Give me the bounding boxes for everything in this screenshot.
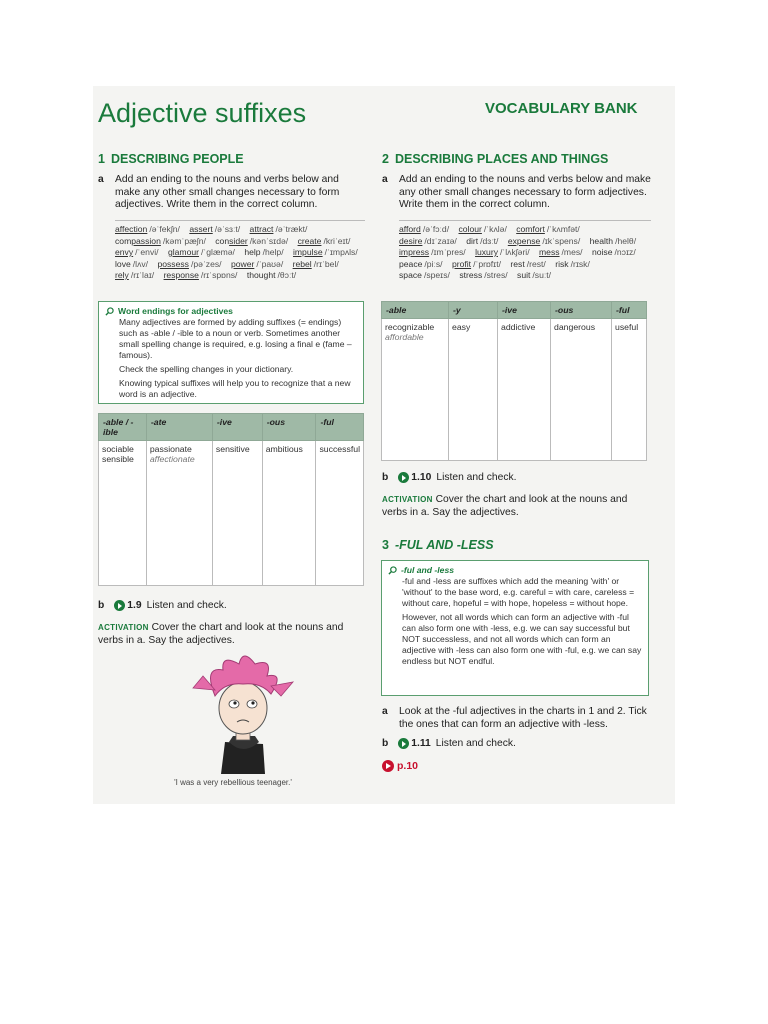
- word-entry: comfort /ˈkʌmfət/: [516, 224, 580, 234]
- word-entry: create /kriˈeɪt/: [297, 235, 351, 246]
- vocabulary-bank-label: VOCABULARY BANK: [485, 100, 638, 117]
- page-reference-link[interactable]: p.10: [382, 760, 418, 772]
- chart-header: -ous: [551, 302, 612, 319]
- chart-cell: easy: [449, 319, 498, 461]
- word-entry: rely /rɪˈlaɪ/: [115, 270, 155, 280]
- section2-instruction-a: a Add an ending to the nouns and verbs below and make any other small changes necessary to form adjectives. Write them in the correct column.: [382, 174, 651, 211]
- section3-listen-b: b 1.11 Listen and check.: [382, 738, 516, 749]
- chart-cell: ambitious: [262, 441, 316, 586]
- section1-word-list: [115, 220, 365, 282]
- section1-heading: 1 DESCRIBING PEOPLE: [98, 152, 244, 166]
- word-entry: mess /mes/: [539, 247, 583, 257]
- word-entry: possess /pəˈzes/: [157, 258, 222, 269]
- word-entry: glamour /ˈglæmə/: [167, 247, 235, 257]
- tip-paragraph: Many adjectives are formed by adding suffixes (= endings) such as -able / -ible to a noun or verb. Sometimes another small spelling change is required, e.g. losing a final e (fame – famous).: [119, 317, 352, 360]
- word-entry: rebel /rɪˈbel/: [292, 258, 339, 269]
- word-entry: colour /ˈkʌlə/: [458, 224, 507, 234]
- section2-suffix-chart: [381, 301, 647, 461]
- section1-activation: ACTIVATION Cover the chart and look at the nouns and verbs in a. Say the adjectives.: [98, 622, 344, 646]
- tip-paragraph: Check the spelling changes in your dictionary.: [119, 364, 294, 374]
- word-entry: consider /kənˈsɪdə/: [215, 235, 289, 246]
- tip-box-title: -ful and -less: [401, 565, 455, 575]
- word-endings-tip-box: [98, 301, 364, 404]
- section2-word-list: [399, 220, 651, 282]
- chart-cell: recognizable affordable: [382, 319, 449, 461]
- chart-cell: sensitive: [212, 441, 262, 586]
- chart-cell: sociable sensible: [99, 441, 147, 586]
- chart-header: -ful: [316, 414, 364, 441]
- word-entry: luxury /ˈlʌkʃəri/: [475, 247, 530, 257]
- word-entry: affection /əˈfekʃn/: [115, 224, 180, 234]
- word-entry: assert /əˈsɜːt/: [189, 224, 241, 234]
- word-entry: thought /θɔːt/: [246, 270, 297, 280]
- word-entry: help /help/: [244, 247, 284, 257]
- chart-cell: passionate affectionate: [146, 441, 212, 586]
- chart-header: -ful: [612, 302, 647, 319]
- chart-header: -ive: [212, 414, 262, 441]
- chart-cell: useful: [612, 319, 647, 461]
- word-entry: health /helθ/: [589, 235, 637, 246]
- audio-cd-icon[interactable]: [114, 600, 125, 611]
- section2-activation: ACTIVATION Cover the chart and look at the nouns and verbs in a. Say the adjectives.: [382, 494, 628, 518]
- word-entry: afford /əˈfɔːd/: [399, 224, 450, 234]
- audio-cd-icon[interactable]: [398, 472, 409, 483]
- vocabulary-page: [93, 86, 675, 804]
- word-entry: love /lʌv/: [115, 258, 149, 269]
- tip-box-title: Word endings for adjectives: [118, 306, 233, 316]
- word-entry: response /rɪˈspɒns/: [163, 270, 238, 280]
- chart-header: -ate: [146, 414, 212, 441]
- chart-cell: dangerous: [551, 319, 612, 461]
- word-entry: profit /ˈprɒfɪt/: [451, 258, 501, 269]
- word-entry: risk /rɪsk/: [555, 258, 590, 269]
- section3-heading: 3 -FUL AND -LESS: [382, 538, 494, 552]
- word-entry: expense /ɪkˈspens/: [507, 235, 581, 246]
- magnifier-icon: [105, 307, 114, 316]
- word-entry: dirt /dɜːt/: [466, 235, 499, 246]
- chart-cell: addictive: [498, 319, 551, 461]
- word-entry: rest /rest/: [510, 258, 546, 269]
- section2-heading: 2 DESCRIBING PLACES AND THINGS: [382, 152, 609, 166]
- word-entry: attract /əˈtrækt/: [249, 224, 308, 234]
- arrow-right-icon: [382, 760, 394, 772]
- tip-paragraph: Knowing typical suffixes will help you to recognize that a new word is an adjective.: [119, 378, 351, 399]
- word-entry: noise /nɔɪz/: [591, 247, 636, 257]
- section1-suffix-chart: [98, 413, 364, 586]
- chart-header: -able: [382, 302, 449, 319]
- magnifier-icon: [388, 566, 397, 575]
- rebellious-teenager-illustration: [163, 646, 303, 774]
- word-entry: envy /ˈenvi/: [115, 247, 159, 257]
- audio-cd-icon[interactable]: [398, 738, 409, 749]
- word-entry: stress /stres/: [459, 270, 508, 280]
- chart-header: -ive: [498, 302, 551, 319]
- chart-header: -y: [449, 302, 498, 319]
- word-entry: compassion /kəmˈpæʃn/: [115, 235, 206, 246]
- tip-paragraph: -ful and -less are suffixes which add the meaning 'with' or 'without' to the base word, e.g. careful = with care, careless = without care, hopeful = with hope, hopeless = without hope.: [402, 576, 635, 608]
- section2-listen-b: b 1.10 Listen and check.: [382, 472, 517, 483]
- section1-listen-b: b 1.9 Listen and check.: [98, 600, 227, 611]
- word-entry: power /ˈpaʊə/: [230, 258, 284, 269]
- section3-instruction-a: a Look at the -ful adjectives in the charts in 1 and 2. Tick the ones that can form an adjective with -less.: [382, 706, 647, 730]
- word-entry: impress /ɪmˈpres/: [399, 247, 466, 257]
- word-entry: peace /piːs/: [399, 258, 443, 269]
- tip-paragraph: However, not all words which can form an adjective with -ful can also form one with -less, e.g. we can say successful but NOT successless, and not all words which can form an adjective with -less can also form one with -ful, e.g. we can say endless but NOT endful.: [402, 612, 642, 666]
- word-entry: impulse /ˈɪmpʌls/: [292, 247, 358, 257]
- word-entry: desire /dɪˈzaɪə/: [399, 235, 457, 246]
- ful-less-tip-box: [381, 560, 649, 696]
- page-title: Adjective suffixes: [98, 98, 307, 128]
- illustration-caption: 'I was a very rebellious teenager.': [174, 778, 292, 787]
- word-entry: suit /suːt/: [517, 270, 552, 280]
- section1-instruction-a: a Add an ending to the nouns and verbs below and make any other small changes necessary to form adjectives. Write them in the correct column.: [98, 174, 340, 211]
- chart-header: -ous: [262, 414, 316, 441]
- chart-header: -able / -ible: [99, 414, 147, 441]
- chart-cell: successful: [316, 441, 364, 586]
- word-entry: space /speɪs/: [399, 270, 450, 280]
